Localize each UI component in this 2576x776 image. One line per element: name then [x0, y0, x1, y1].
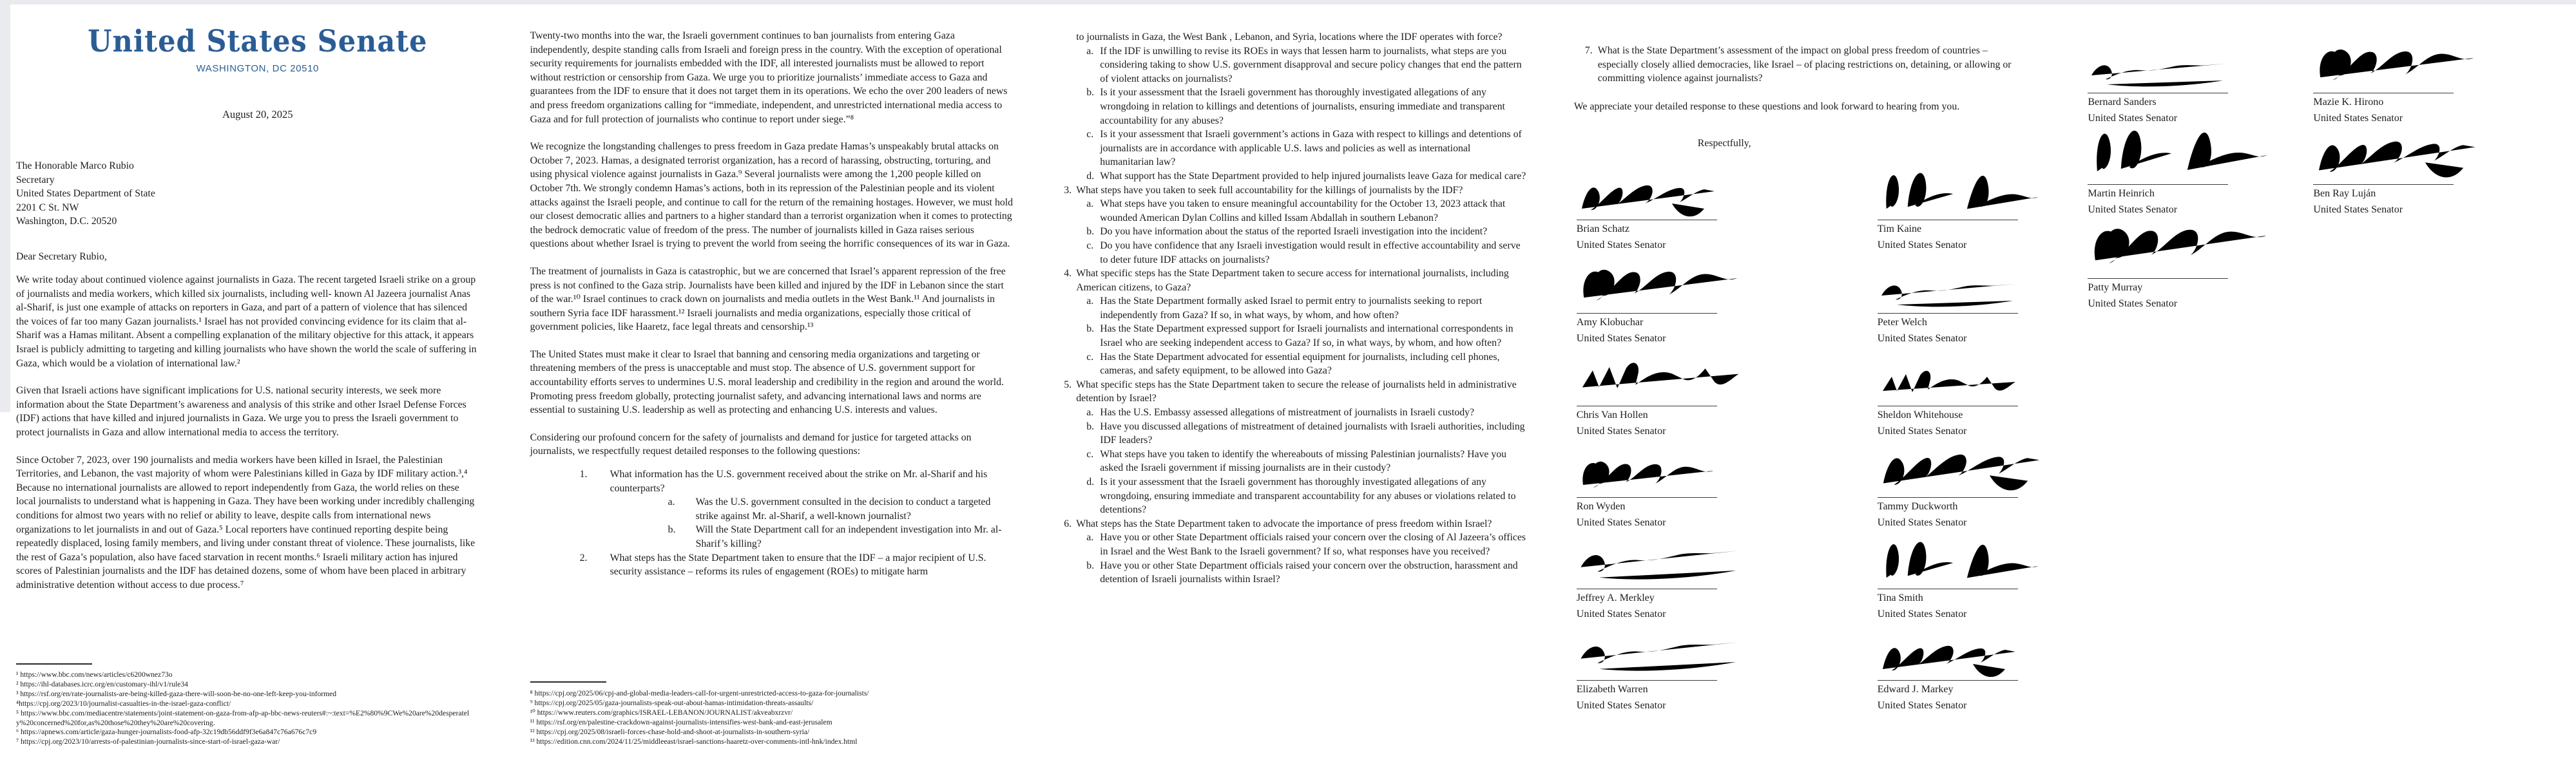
senator-title: United States Senator [1576, 609, 1666, 620]
signature-scribble [2312, 32, 2481, 97]
footnote: ⁴https://cpj.org/2023/10/journalist-casualties-in-the-israel-gaza-conflict/ [16, 699, 231, 708]
sub-question-letter: b. [1086, 421, 1095, 432]
body-paragraph: We write today about continued violence against journalists in Gaza. The recent targeted Israeli strike on a group of journalists and media workers, which killed six journalists, including well- known Al Jazeera journalist Anas al-Sharif, is just one example of attacks on reporters in Gaza, and part of a pattern of violence that has silenced the voices of far too many Gazan journalists.¹ Israel has not provided convincing evidence for its claim that al-Sharif was a Hamas militant. Absent a compelling explanation of the military objective for this attack, it appears Israel is publicly admitting to targeting and killing journalists who have shown the world the scale of suffering in Gaza, which would be a violation of international law.² [16, 274, 477, 369]
footnote: ¹ https://www.bbc.com/news/articles/c6200wnez73o [16, 670, 173, 679]
senator-name: Ron Wyden [1576, 501, 1626, 512]
page2-body [530, 29, 1014, 579]
signature-scribble [1876, 528, 2044, 593]
question-text: What steps has the State Department taken to ensure that the IDF – a major recipient of U.S. security assistance – reforms its rules of engagement (ROEs) to mitigate harm [610, 552, 986, 578]
senator-title: United States Senator [2313, 113, 2403, 124]
senator-title: United States Senator [1877, 700, 1967, 711]
senator-title: United States Senator [1877, 609, 1967, 620]
closing-paragraph: We appreciate your detailed response to these questions and look forward to hearing from you. [1573, 101, 1960, 112]
footnote: ⁵ https://www.bbc.com/mediacentre/statements/joint-statement-on-gaza-from-afp-ap-bbc-news-reuters#:~:text=%E2%80%9CWe%20are%20desperately%20concerned%20for,as%20those%20they%20are%20covering. [16, 708, 470, 727]
senator-name: Tim Kaine [1877, 223, 1922, 234]
footnote: ¹¹ https://rsf.org/en/palestine-crackdown-against-journalists-intensifies-west-bank-and-east-jerusalem [530, 717, 832, 726]
signature-block [1878, 357, 2032, 439]
recipient-title: Secretary [16, 174, 55, 185]
senator-title: United States Senator [1877, 240, 1967, 251]
signature-block [1577, 265, 1731, 346]
letter-page-2 [515, 0, 1031, 776]
signature-scribble [1575, 252, 1744, 317]
signature-block [1878, 265, 2032, 346]
question-item [1030, 517, 1526, 531]
footnote: ³ https://rsf.org/en/rate-journalists-are-being-killed-gaza-there-will-soon-be-no-one-left-keep-you-informed [16, 689, 337, 698]
signature-scribble [1577, 449, 1718, 502]
senator-name: Martin Heinrich [2088, 188, 2155, 199]
sub-question-text: What support has the State Department provided to help injured journalists leave Gaza for medical care? [1100, 170, 1526, 182]
sub-question-letter: a. [1086, 296, 1094, 307]
sub-question-item [1030, 531, 1526, 558]
sub-question-letter: c. [1086, 129, 1094, 140]
footnote: ¹³ https://edition.cnn.com/2024/11/25/middleeast/israel-sanctions-haaretz-over-comments-intl-hnk/index.html [530, 737, 858, 746]
senator-name: Mazie K. Hirono [2313, 97, 2384, 108]
signature-block [1878, 171, 2032, 253]
senator-name: Bernard Sanders [2088, 97, 2157, 108]
sub-question-item [530, 523, 1014, 551]
senator-title: United States Senator [1877, 333, 1967, 344]
footnote-separator [530, 681, 606, 683]
signature-block [1878, 449, 2032, 531]
sub-question-letter: c. [1086, 448, 1094, 460]
signature-scribble [1876, 159, 2044, 224]
senator-name: Amy Klobuchar [1576, 317, 1644, 328]
sub-question-letter: a. [1086, 407, 1094, 419]
sub-question-text: What steps have you taken to identify the whereabouts of missing Palestinian journalists? Have you asked the Israeli government if missing journalists are in their custody? [1100, 448, 1507, 474]
question-number: 1. [579, 469, 588, 480]
sub-question-item [1030, 448, 1526, 475]
letter-page-1 [0, 0, 515, 776]
sub-question-letter: b. [1086, 87, 1095, 99]
sub-question-item [1030, 225, 1526, 239]
footnote: ⁹ https://cpj.org/2025/05/gaza-journalists-speak-out-about-hamas-intimidation-threats-assaults/ [530, 698, 814, 707]
senator-title: United States Senator [1877, 517, 1967, 528]
signature-scribble [1878, 632, 2019, 685]
senator-title: United States Senator [1576, 700, 1666, 711]
sub-question-item [530, 495, 1014, 523]
senator-name: Tammy Duckworth [1877, 501, 1958, 512]
signature-block [2088, 230, 2242, 312]
sub-question-letter: a. [1086, 532, 1094, 544]
sub-question-text: Do you have confidence that any Israeli investigation would result in effective accountability and serve to deter future IDF attacks on journalists? [1100, 240, 1521, 265]
footnote: ¹² https://cpj.org/2025/08/israeli-forces-chase-hold-and-shoot-at-journalists-in-southern-syria/ [530, 727, 810, 736]
sub-question-item [1030, 322, 1526, 350]
senator-name: Peter Welch [1877, 317, 1927, 328]
body-paragraph: Since October 7, 2023, over 190 journalists and media workers have been killed in Israel, the Palestinian Territories, and Lebanon, the vast majority of whom were Palestinians killed in Gaza by IDF military action.³,⁴ Because no international journalists are allowed to report independently from Gaza, the world relies on these local journalists to understand what is happening in Gaza. They have been working under incredibly challenging conditions for almost two years with no relief or ability to leave, despite calls from international news organizations to let journalists in and out of Gaza.⁵ Local reporters have continued reporting despite being repeatedly displaced, losing family members, and living under constant threat of violence. These journalists, like the rest of Gaza’s population, also have faced starvation in recent months.⁶ Israeli military action has injured scores of Palestinian journalists and the IDF has detained dozens, some of whom have been placed in arbitrary administrative detention without access to due process.⁷ [16, 454, 476, 591]
recipient-name: The Honorable Marco Rubio [16, 160, 134, 171]
signature-block [1577, 357, 1731, 439]
signature-scribble [2088, 44, 2229, 97]
question-item [1546, 44, 2026, 86]
question-text: What specific steps has the State Department taken to secure access for international journalists, including American citizens, to Gaza? [1076, 268, 1509, 293]
sub-question-item [1030, 420, 1526, 448]
signature-scribble [2086, 207, 2275, 283]
question-number: 7. [1584, 45, 1593, 56]
senator-title: United States Senator [1877, 426, 1967, 437]
sub-question-letter: a. [668, 497, 675, 508]
body-paragraph: Given that Israeli actions have significant implications for U.S. national security interests, we seek more information about the State Department’s awareness and analysis of this strike and other Israel Defense Forces (IDF) actions that have killed and injured journalists in Gaza. We urge you to press the Israeli government to protect journalists in Gaza and allow international media to access the territory. [16, 385, 466, 438]
footnote: ¹⁰ https://www.reuters.com/graphics/ISRAEL-LEBANON/JOURNALIST/akveabxrzvr/ [530, 708, 793, 717]
recipient-address-block [16, 159, 155, 229]
sub-question-text: Do you have information about the status of the reported Israeli investigation into the incident? [1100, 226, 1488, 238]
sub-question-text: Has the State Department expressed support for Israeli journalists and international correspondents in Israel who are seeking independent access to Gaza? If so, in what ways, by whom, and how often? [1100, 323, 1514, 349]
sub-question-text: Have you or other State Department officials raised your concern over the obstruction, harassment and detention of Israeli journalists within Israel? [1100, 560, 1518, 585]
body-paragraph: Considering our profound concern for the safety of journalists and demand for justice for targeted attacks on journalists, we respectfully request detailed responses to the following questions: [530, 431, 972, 457]
footnote: ⁸ https://cpj.org/2025/06/cpj-and-global-media-leaders-call-for-urgent-unrestricted-access-to-gaza-for-journalists/ [530, 689, 869, 697]
signature-scribble [1878, 357, 2019, 410]
sub-question-text: If the IDF is unwilling to revise its ROEs in ways that lessen harm to journalists, what steps are you considering taking to show U.S. government disapproval and secure policy changes that end the pattern of violent attacks on journalists? [1100, 45, 1522, 84]
sub-question-item [1030, 197, 1526, 225]
sub-question-text: Will the State Department call for an independent investigation into Mr. al-Sharif’s killing? [695, 524, 1002, 549]
question-number: 2. [579, 552, 588, 563]
footnote-separator [16, 663, 92, 665]
question-number: 5. [1064, 379, 1072, 390]
senator-title: United States Senator [2088, 298, 2178, 309]
signature-scribble [1577, 171, 1718, 224]
sub-question-item [1030, 44, 1526, 86]
senate-letterhead-address: WASHINGTON, DC 20510 [196, 63, 319, 74]
signature-scribble [2312, 124, 2481, 189]
question-item [1030, 378, 1526, 406]
salutation: Dear Secretary Rubio, [16, 251, 107, 262]
sub-question-letter: b. [668, 524, 676, 536]
signature-block [1577, 632, 1731, 714]
question-text: What information has the U.S. government received about the strike on Mr. al-Sharif and his counterparts? [610, 469, 988, 494]
question-text: What specific steps has the State Department taken to secure the release of journalists held in administrative detention by Israel? [1076, 379, 1517, 404]
body-paragraph: Twenty-two months into the war, the Israeli government continues to ban journalists from entering Gaza independently, despite standing calls from Israeli and foreign press in the country. With the exception of operational security requirements for journalists embedded with the IDF, all interested journalists must be allowed to report without restriction or censorship from Gaza. We urge you to prioritize journalists’ immediate access to Gaza and guarantees from the IDF to ensure that it does not target them in its operations. We echo the over 200 leaders of news and press freedom organizations calling for “immediate, independent, and unrestricted international media access to Gaza and for full protection of journalists who continue to report under siege.”⁸ [530, 30, 1008, 125]
sub-question-letter: b. [1086, 226, 1095, 238]
valediction: Respectfully, [1697, 138, 1751, 149]
senator-name: Edward J. Markey [1877, 684, 1954, 695]
question-text: What steps have you taken to seek full accountability for the killings of journalists by the IDF? [1076, 184, 1463, 196]
signature-block [2313, 136, 2468, 218]
body-paragraph: We recognize the longstanding challenges to press freedom in Gaza predate Hamas’s unspeakably brutal attacks on October 7, 2023. Hamas, a designated terrorist organization, has a record of harassing, obstructing, torturing, and using physical violence against journalists in Gaza.⁹ Several journalists were among the 1,200 people killed on October 7th. We strongly condemn Hamas’s actions, both in its repression of the Palestinian people and its violent attacks against the Israeli people, and continue to call for the return of the remaining hostages. However, we must hold our closest democratic allies and partners to a higher standard than a terrorist organization when it comes to protecting the bedrock democratic value of freedom of the press. The number of journalists killed in Gaza raises serious questions about whether Israel is trying to prevent the world from seeing the horrific consequences of its war in Gaza. [530, 141, 1014, 250]
senator-name: Brian Schatz [1576, 223, 1629, 234]
sub-question-text: Is it your assessment that the Israeli government has thoroughly investigated allegations of any wrongdoing in relation to killings and detentions of journalists, ensuring immediate and transparent accountability for any abuses? [1100, 87, 1505, 126]
sub-question-item [1030, 350, 1526, 378]
recipient-agency: United States Department of State [16, 188, 155, 200]
recipient-city: Washington, D.C. 20520 [16, 216, 117, 227]
body-paragraph: The treatment of journalists in Gaza is catastrophic, but we are concerned that Israel’s apparent repression of the free press is not confined to the Gaza strip. Journalists have been killed and injured by the IDF in Lebanon since the start of the war.¹⁰ Israel continues to crack down on journalists and media outlets in the West Bank.¹¹ And journalists in southern Syria face IDF harassment.¹² Israeli journalists and media organizations, especially those critical of government policies, like Haaretz, face legal threats and censorship.¹³ [530, 265, 1006, 333]
sub-question-text: Has the State Department advocated for essential equipment for journalists, including cell phones, cameras, and safety equipment, to be allowed into Gaza? [1100, 351, 1500, 377]
sub-question-letter: b. [1086, 323, 1095, 335]
page1-body [16, 273, 477, 605]
question-text: What steps has the State Department taken to advocate the importance of press freedom within Israel? [1076, 518, 1492, 529]
signature-scribble [2086, 113, 2275, 189]
signature-block [1577, 171, 1731, 253]
signature-scribble [1575, 620, 1744, 685]
sub-question-item [1030, 559, 1526, 587]
question-list [530, 468, 1014, 579]
signature-block [1577, 449, 1731, 531]
top-edge-band [0, 0, 2576, 5]
sub-question-letter: d. [1086, 170, 1095, 182]
senator-name: Elizabeth Warren [1576, 684, 1648, 695]
senator-title: United States Senator [1576, 426, 1666, 437]
page3-body [1030, 30, 1526, 587]
recipient-street: 2201 C St. NW [16, 202, 79, 213]
senator-title: United States Senator [1576, 240, 1666, 251]
senator-name: Jeffrey A. Merkley [1576, 592, 1655, 603]
footnote: ² https://ihl-databases.icrc.org/en/customary-ihl/v1/rule34 [16, 679, 188, 688]
signature-scribble [1575, 528, 1744, 593]
signature-scribble [1876, 437, 2044, 502]
sub-question-item [1030, 406, 1526, 420]
body-paragraph: The United States must make it clear to Israel that banning and censoring media organizations and targeting or threatening members of the press is unacceptable and must stop. The absence of U.S. government support for accountability efforts serves to undermines U.S. moral leadership and credibility in the region and around the world. Promoting press freedom globally, protecting journalist safety, and advancing international laws and norms are essential to sustaining U.S. leadership as well as protecting and enhancing U.S. interests and values. [530, 348, 1004, 416]
sub-question-letter: b. [1086, 560, 1095, 571]
question-text: What is the State Department’s assessment of the impact on global press freedom of countries – especially closely allied democracies, like Israel – of placing restrictions on, detaining, or allowing or committing violence against journalists? [1597, 45, 2012, 84]
letter-page-5 [2061, 0, 2576, 776]
senator-title: United States Senator [2313, 204, 2403, 215]
senator-title: United States Senator [2088, 113, 2178, 124]
page2-footnotes [530, 689, 1001, 746]
sub-question-text: Has the U.S. Embassy assessed allegations of mistreatment of journalists in Israeli custody? [1100, 407, 1475, 419]
signature-block [2088, 136, 2242, 218]
signature-block [2313, 44, 2468, 126]
sub-question-letter: a. [1086, 198, 1094, 210]
question-item [1030, 184, 1526, 198]
signature-block [1577, 540, 1731, 622]
sub-question-text: Is it your assessment that the Israeli government has thoroughly investigated allegations of any wrongdoing, ensuring immediate and transparent accountability for any abuses or violations related to detentions? [1100, 477, 1516, 516]
signature-scribble [1575, 345, 1744, 410]
senate-letterhead [0, 24, 515, 74]
senate-letterhead-title: United States Senate [88, 24, 428, 59]
sub-question-text: Have you or other State Department officials raised your concern over the closing of Al Jazeera’s offices in Israel and the West Bank to the Israeli government? If so, what responses have you received? [1100, 532, 1526, 557]
question-continuation: to journalists in Gaza, the West Bank , Lebanon, and Syria, locations where the IDF operates with force? [1076, 32, 1503, 43]
question-number: 6. [1064, 518, 1072, 529]
senator-title: United States Senator [2088, 204, 2178, 215]
sub-question-letter: d. [1086, 477, 1095, 487]
senator-name: Tina Smith [1877, 592, 1923, 603]
senator-title: United States Senator [1576, 517, 1666, 528]
sub-question-item [1030, 294, 1526, 322]
left-edge-band [0, 0, 10, 412]
sub-question-letter: c. [1086, 240, 1094, 251]
sub-question-text: Was the U.S. government consulted in the decision to conduct a targeted strike against Mr. al-Sharif, a well-known journalist? [695, 497, 991, 522]
footnote: ⁷ https://cpj.org/2023/10/arrests-of-palestinian-journalists-since-start-of-israel-gaza-war/ [16, 737, 280, 746]
question-item [530, 551, 1014, 579]
page1-footnotes [16, 670, 471, 747]
signature-scribble [1878, 265, 2019, 317]
sub-question-text: Have you discussed allegations of mistreatment of detained journalists with Israeli authorities, including IDF leaders? [1100, 421, 1525, 446]
sub-question-item [1030, 128, 1526, 169]
signature-line [1878, 680, 2018, 681]
senator-name: Sheldon Whitehouse [1877, 410, 1963, 421]
sub-question-item [1030, 86, 1526, 128]
sub-question-item [1030, 169, 1526, 184]
senator-title: United States Senator [1576, 333, 1666, 344]
sub-question-letter: c. [1086, 351, 1094, 363]
question-number: 3. [1064, 184, 1072, 196]
letter-date: August 20, 2025 [222, 108, 293, 120]
sub-question-text: Has the State Department formally asked Israel to permit entry to journalists seeking to report independently from Gaza? If so, in what ways, by whom, and how often? [1100, 296, 1483, 321]
letter-page-4 [1546, 0, 2061, 776]
footnote: ⁶ https://apnews.com/article/gaza-hunger-journalists-food-afp-32c19db56ddf9f3e6a847c76a676c7c9 [16, 728, 317, 737]
question-item [1030, 267, 1526, 294]
signature-line [1577, 497, 1717, 498]
sub-question-text: What steps have you taken to ensure meaningful accountability for the October 13, 2023 attack that wounded American Dylan Collins and killed Issam Abdallah in southern Lebanon? [1100, 198, 1506, 223]
sub-question-item [1030, 239, 1526, 267]
sub-question-letter: a. [1086, 45, 1094, 57]
signature-block [1878, 632, 2032, 714]
senator-name: Patty Murray [2088, 282, 2143, 293]
sub-question-item [1030, 475, 1526, 517]
question-number: 4. [1064, 268, 1072, 279]
letter-page-3 [1030, 0, 1546, 776]
senator-name: Chris Van Hollen [1576, 410, 1648, 421]
question-item [530, 468, 1014, 495]
senator-name: Ben Ray Luján [2313, 188, 2376, 199]
signature-block [1878, 540, 2032, 622]
signature-line [1878, 313, 2018, 314]
sub-question-text: Is it your assessment that Israeli government’s actions in Gaza with respect to killings and detentions of journalists are in accordance with applicable U.S. laws and policies as well as international humanitarian law? [1100, 129, 1522, 168]
